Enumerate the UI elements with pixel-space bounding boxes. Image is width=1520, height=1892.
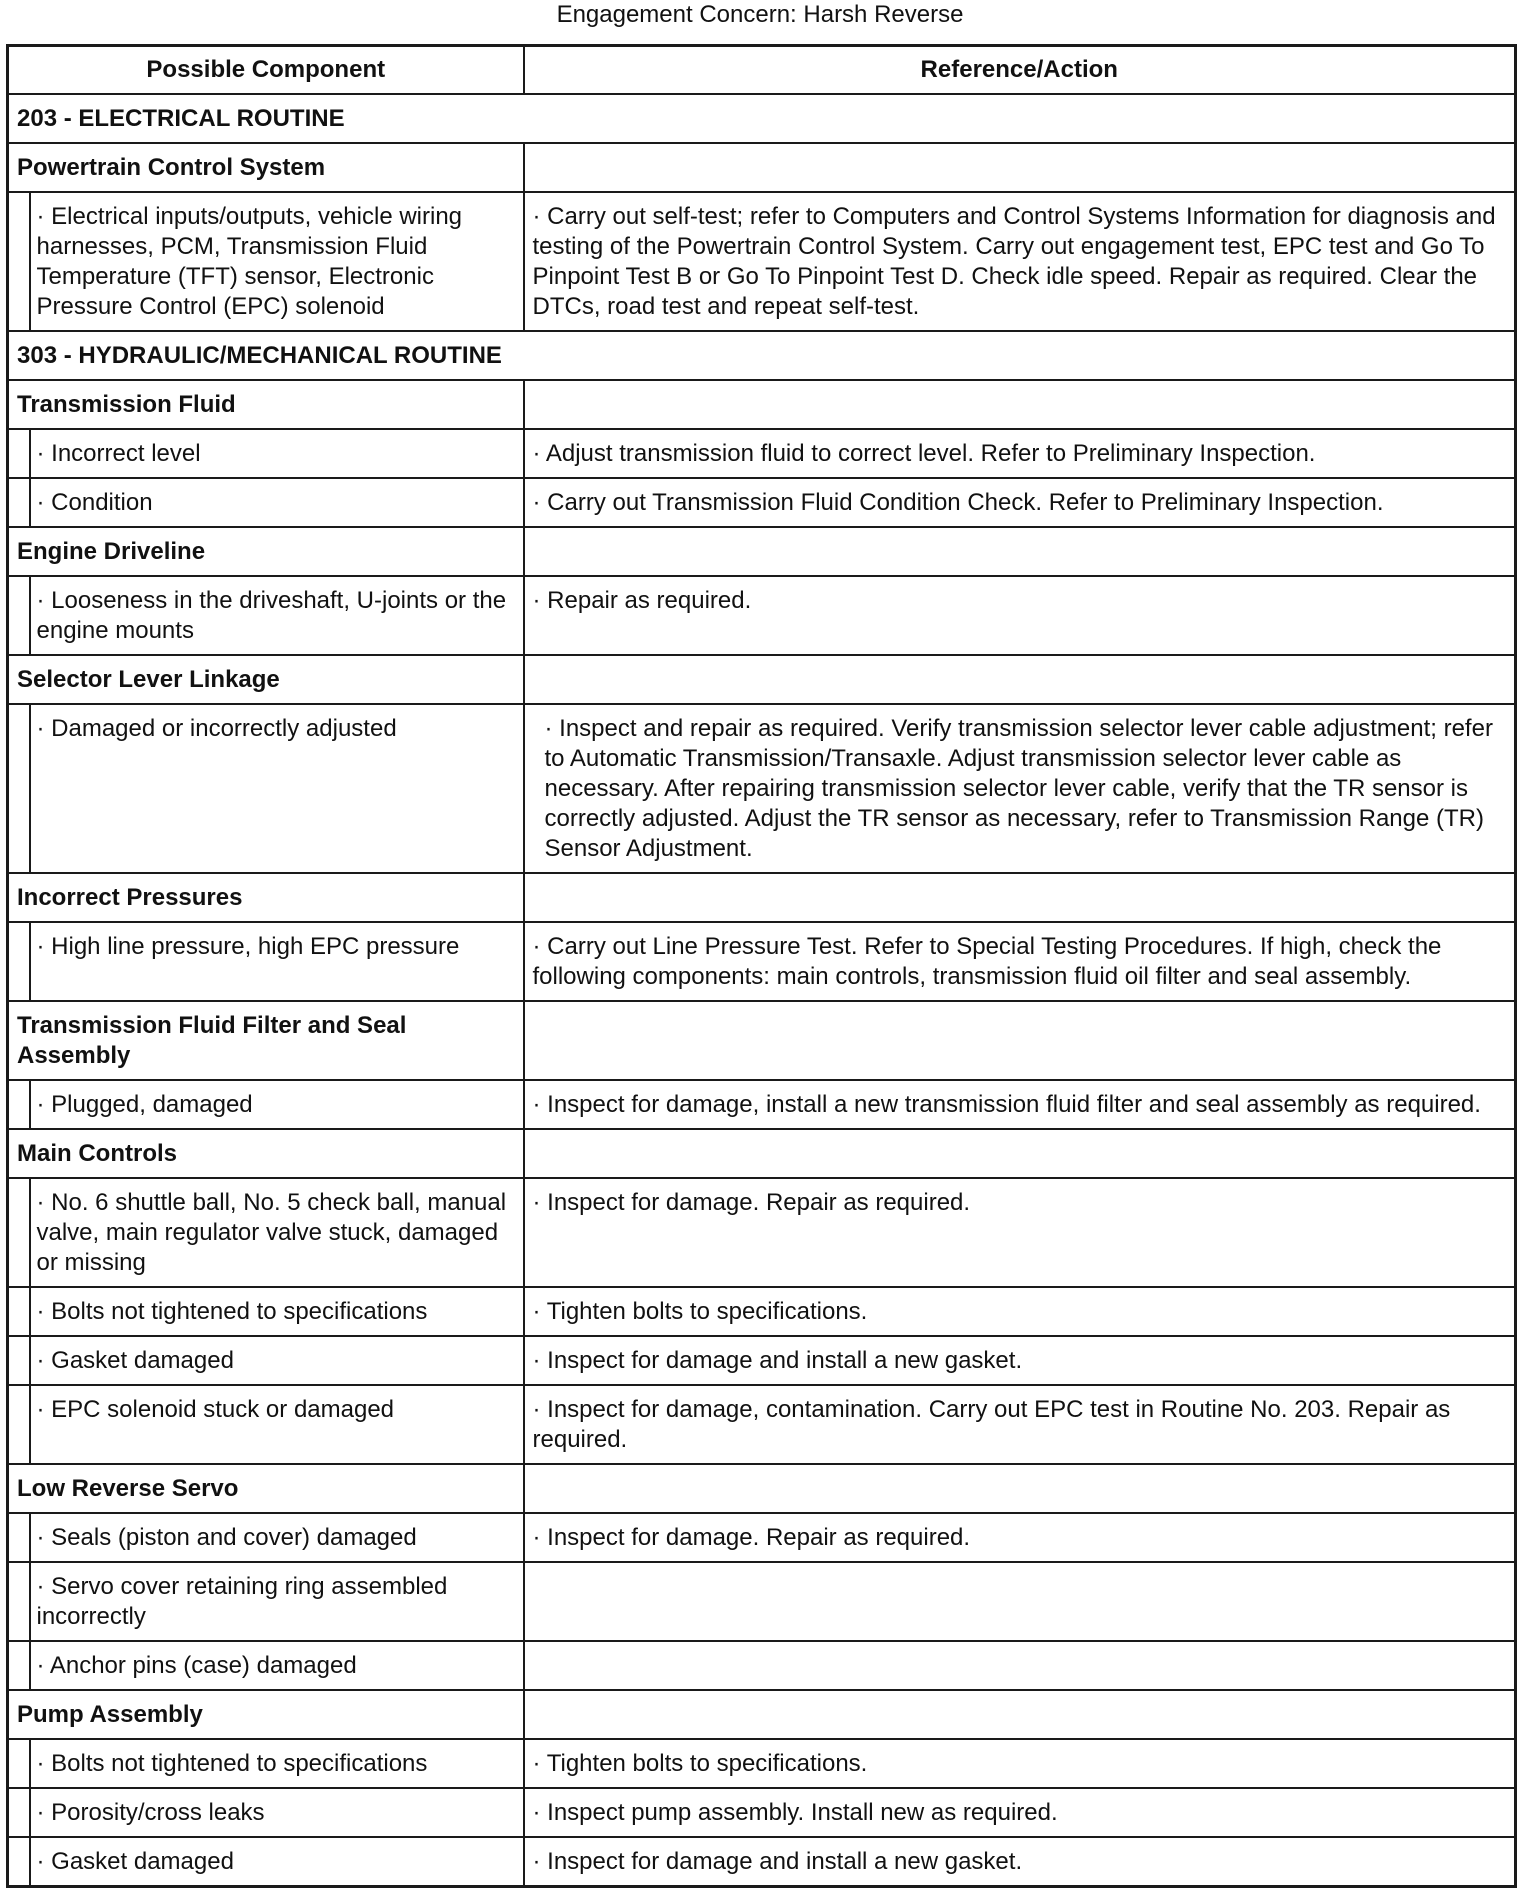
action-cell bbox=[524, 1641, 1516, 1690]
group-row bbox=[8, 655, 1516, 704]
table-row bbox=[8, 1385, 1516, 1464]
action-cell: · Tighten bolts to specifications. bbox=[524, 1739, 1516, 1788]
table-row bbox=[8, 1562, 1516, 1641]
indent-cell bbox=[8, 1788, 30, 1837]
indent-cell bbox=[8, 1385, 30, 1464]
indent-cell bbox=[8, 1287, 30, 1336]
indent-cell bbox=[8, 704, 30, 873]
group-heading: Transmission Fluid bbox=[8, 380, 524, 429]
action-cell bbox=[524, 1562, 1516, 1641]
group-row bbox=[8, 380, 1516, 429]
component-cell: · Condition bbox=[30, 478, 524, 527]
indent-cell bbox=[8, 478, 30, 527]
component-cell: · Plugged, damaged bbox=[30, 1080, 524, 1129]
component-cell: · Gasket damaged bbox=[30, 1837, 524, 1887]
indent-cell bbox=[8, 429, 30, 478]
component-cell: · Electrical inputs/outputs, vehicle wiring harnesses, PCM, Transmission Fluid Temperature (TFT) sensor, Electronic Pressure Control (EPC) solenoid bbox=[30, 192, 524, 331]
group-row bbox=[8, 1690, 1516, 1739]
indent-cell bbox=[8, 192, 30, 331]
indent-cell bbox=[8, 1739, 30, 1788]
action-cell: · Adjust transmission fluid to correct level. Refer to Preliminary Inspection. bbox=[524, 429, 1516, 478]
action-cell: · Repair as required. bbox=[524, 576, 1516, 655]
group-heading: Pump Assembly bbox=[8, 1690, 524, 1739]
section-row bbox=[8, 331, 1516, 380]
action-cell: · Inspect for damage, contamination. Carry out EPC test in Routine No. 203. Repair as required. bbox=[524, 1385, 1516, 1464]
diagnosis-table bbox=[6, 44, 1517, 1888]
group-row bbox=[8, 1464, 1516, 1513]
group-action-cell bbox=[524, 873, 1516, 922]
table-row bbox=[8, 1837, 1516, 1887]
table-row bbox=[8, 704, 1516, 873]
component-cell: · EPC solenoid stuck or damaged bbox=[30, 1385, 524, 1464]
group-row bbox=[8, 1001, 1516, 1080]
table-body bbox=[8, 94, 1516, 1887]
action-cell: · Carry out Transmission Fluid Condition Check. Refer to Preliminary Inspection. bbox=[524, 478, 1516, 527]
component-cell: · Damaged or incorrectly adjusted bbox=[30, 704, 524, 873]
indent-cell bbox=[8, 1562, 30, 1641]
indent-cell bbox=[8, 1080, 30, 1129]
table-row bbox=[8, 922, 1516, 1001]
action-cell: · Inspect for damage and install a new gasket. bbox=[524, 1336, 1516, 1385]
group-row bbox=[8, 1129, 1516, 1178]
group-heading: Selector Lever Linkage bbox=[8, 655, 524, 704]
action-cell: · Inspect pump assembly. Install new as required. bbox=[524, 1788, 1516, 1837]
table-row bbox=[8, 576, 1516, 655]
group-action-cell bbox=[524, 1001, 1516, 1080]
table-row bbox=[8, 192, 1516, 331]
diagnosis-table-container bbox=[6, 44, 1514, 1888]
component-cell: · Gasket damaged bbox=[30, 1336, 524, 1385]
column-header-action: Reference/Action bbox=[524, 46, 1516, 94]
column-header-component: Possible Component bbox=[8, 46, 524, 94]
section-heading: 303 - HYDRAULIC/MECHANICAL ROUTINE bbox=[8, 331, 1516, 380]
page-title: Engagement Concern: Harsh Reverse bbox=[556, 1, 964, 28]
group-row bbox=[8, 143, 1516, 192]
section-heading: 203 - ELECTRICAL ROUTINE bbox=[8, 94, 1516, 143]
component-cell: · Incorrect level bbox=[30, 429, 524, 478]
group-heading: Incorrect Pressures bbox=[8, 873, 524, 922]
action-cell: · Inspect for damage. Repair as required. bbox=[524, 1513, 1516, 1562]
group-heading: Main Controls bbox=[8, 1129, 524, 1178]
table-row bbox=[8, 1739, 1516, 1788]
group-heading: Powertrain Control System bbox=[8, 143, 524, 192]
table-row bbox=[8, 429, 1516, 478]
action-cell: · Carry out Line Pressure Test. Refer to Special Testing Procedures. If high, check the following components: main controls, transmission fluid oil filter and seal assembly. bbox=[524, 922, 1516, 1001]
component-cell: · Anchor pins (case) damaged bbox=[30, 1641, 524, 1690]
action-cell: · Inspect for damage. Repair as required. bbox=[524, 1178, 1516, 1287]
table-row bbox=[8, 478, 1516, 527]
action-cell: · Inspect for damage and install a new gasket. bbox=[524, 1837, 1516, 1887]
component-cell: · No. 6 shuttle ball, No. 5 check ball, manual valve, main regulator valve stuck, damaged or missing bbox=[30, 1178, 524, 1287]
component-cell: · Looseness in the driveshaft, U-joints or the engine mounts bbox=[30, 576, 524, 655]
group-heading: Engine Driveline bbox=[8, 527, 524, 576]
group-heading: Transmission Fluid Filter and Seal Assembly bbox=[8, 1001, 524, 1080]
group-heading: Low Reverse Servo bbox=[8, 1464, 524, 1513]
table-row bbox=[8, 1287, 1516, 1336]
table-header-row bbox=[8, 46, 1516, 94]
indent-cell bbox=[8, 1837, 30, 1887]
indent-cell bbox=[8, 1513, 30, 1562]
table-row bbox=[8, 1513, 1516, 1562]
table-row bbox=[8, 1080, 1516, 1129]
indent-cell bbox=[8, 922, 30, 1001]
group-action-cell bbox=[524, 655, 1516, 704]
table-row bbox=[8, 1336, 1516, 1385]
indent-cell bbox=[8, 576, 30, 655]
action-cell: · Carry out self-test; refer to Computers and Control Systems Information for diagnosis and testing of the Powertrain Control System. Carry out engagement test, EPC test and Go To Pinpoint Test B or Go To Pinpoint Test D. Check idle speed. Repair as required. Clear the DTCs, road test and repeat self-test. bbox=[524, 192, 1516, 331]
group-row bbox=[8, 873, 1516, 922]
indent-cell bbox=[8, 1336, 30, 1385]
group-action-cell bbox=[524, 143, 1516, 192]
table-row bbox=[8, 1178, 1516, 1287]
action-cell: · Tighten bolts to specifications. bbox=[524, 1287, 1516, 1336]
group-action-cell bbox=[524, 380, 1516, 429]
section-row bbox=[8, 94, 1516, 143]
component-cell: · Porosity/cross leaks bbox=[30, 1788, 524, 1837]
group-action-cell bbox=[524, 1129, 1516, 1178]
component-cell: · Servo cover retaining ring assembled incorrectly bbox=[30, 1562, 524, 1641]
group-action-cell bbox=[524, 1690, 1516, 1739]
indent-cell bbox=[8, 1178, 30, 1287]
group-row bbox=[8, 527, 1516, 576]
group-action-cell bbox=[524, 1464, 1516, 1513]
table-row bbox=[8, 1788, 1516, 1837]
component-cell: · Bolts not tightened to specifications bbox=[30, 1739, 524, 1788]
indent-cell bbox=[8, 1641, 30, 1690]
table-row bbox=[8, 1641, 1516, 1690]
component-cell: · High line pressure, high EPC pressure bbox=[30, 922, 524, 1001]
component-cell: · Seals (piston and cover) damaged bbox=[30, 1513, 524, 1562]
action-cell: · Inspect and repair as required. Verify transmission selector lever cable adjustment; refer to Automatic Transmission/Transaxle. Adjust transmission selector lever cable as necessary. After repairing transmission selector lever cable, verify that the TR sensor is correctly adjusted. Adjust the TR sensor as necessary, refer to Transmission Range (TR) Sensor Adjustment. bbox=[524, 704, 1516, 873]
group-action-cell bbox=[524, 527, 1516, 576]
action-cell: · Inspect for damage, install a new transmission fluid filter and seal assembly as required. bbox=[524, 1080, 1516, 1129]
component-cell: · Bolts not tightened to specifications bbox=[30, 1287, 524, 1336]
